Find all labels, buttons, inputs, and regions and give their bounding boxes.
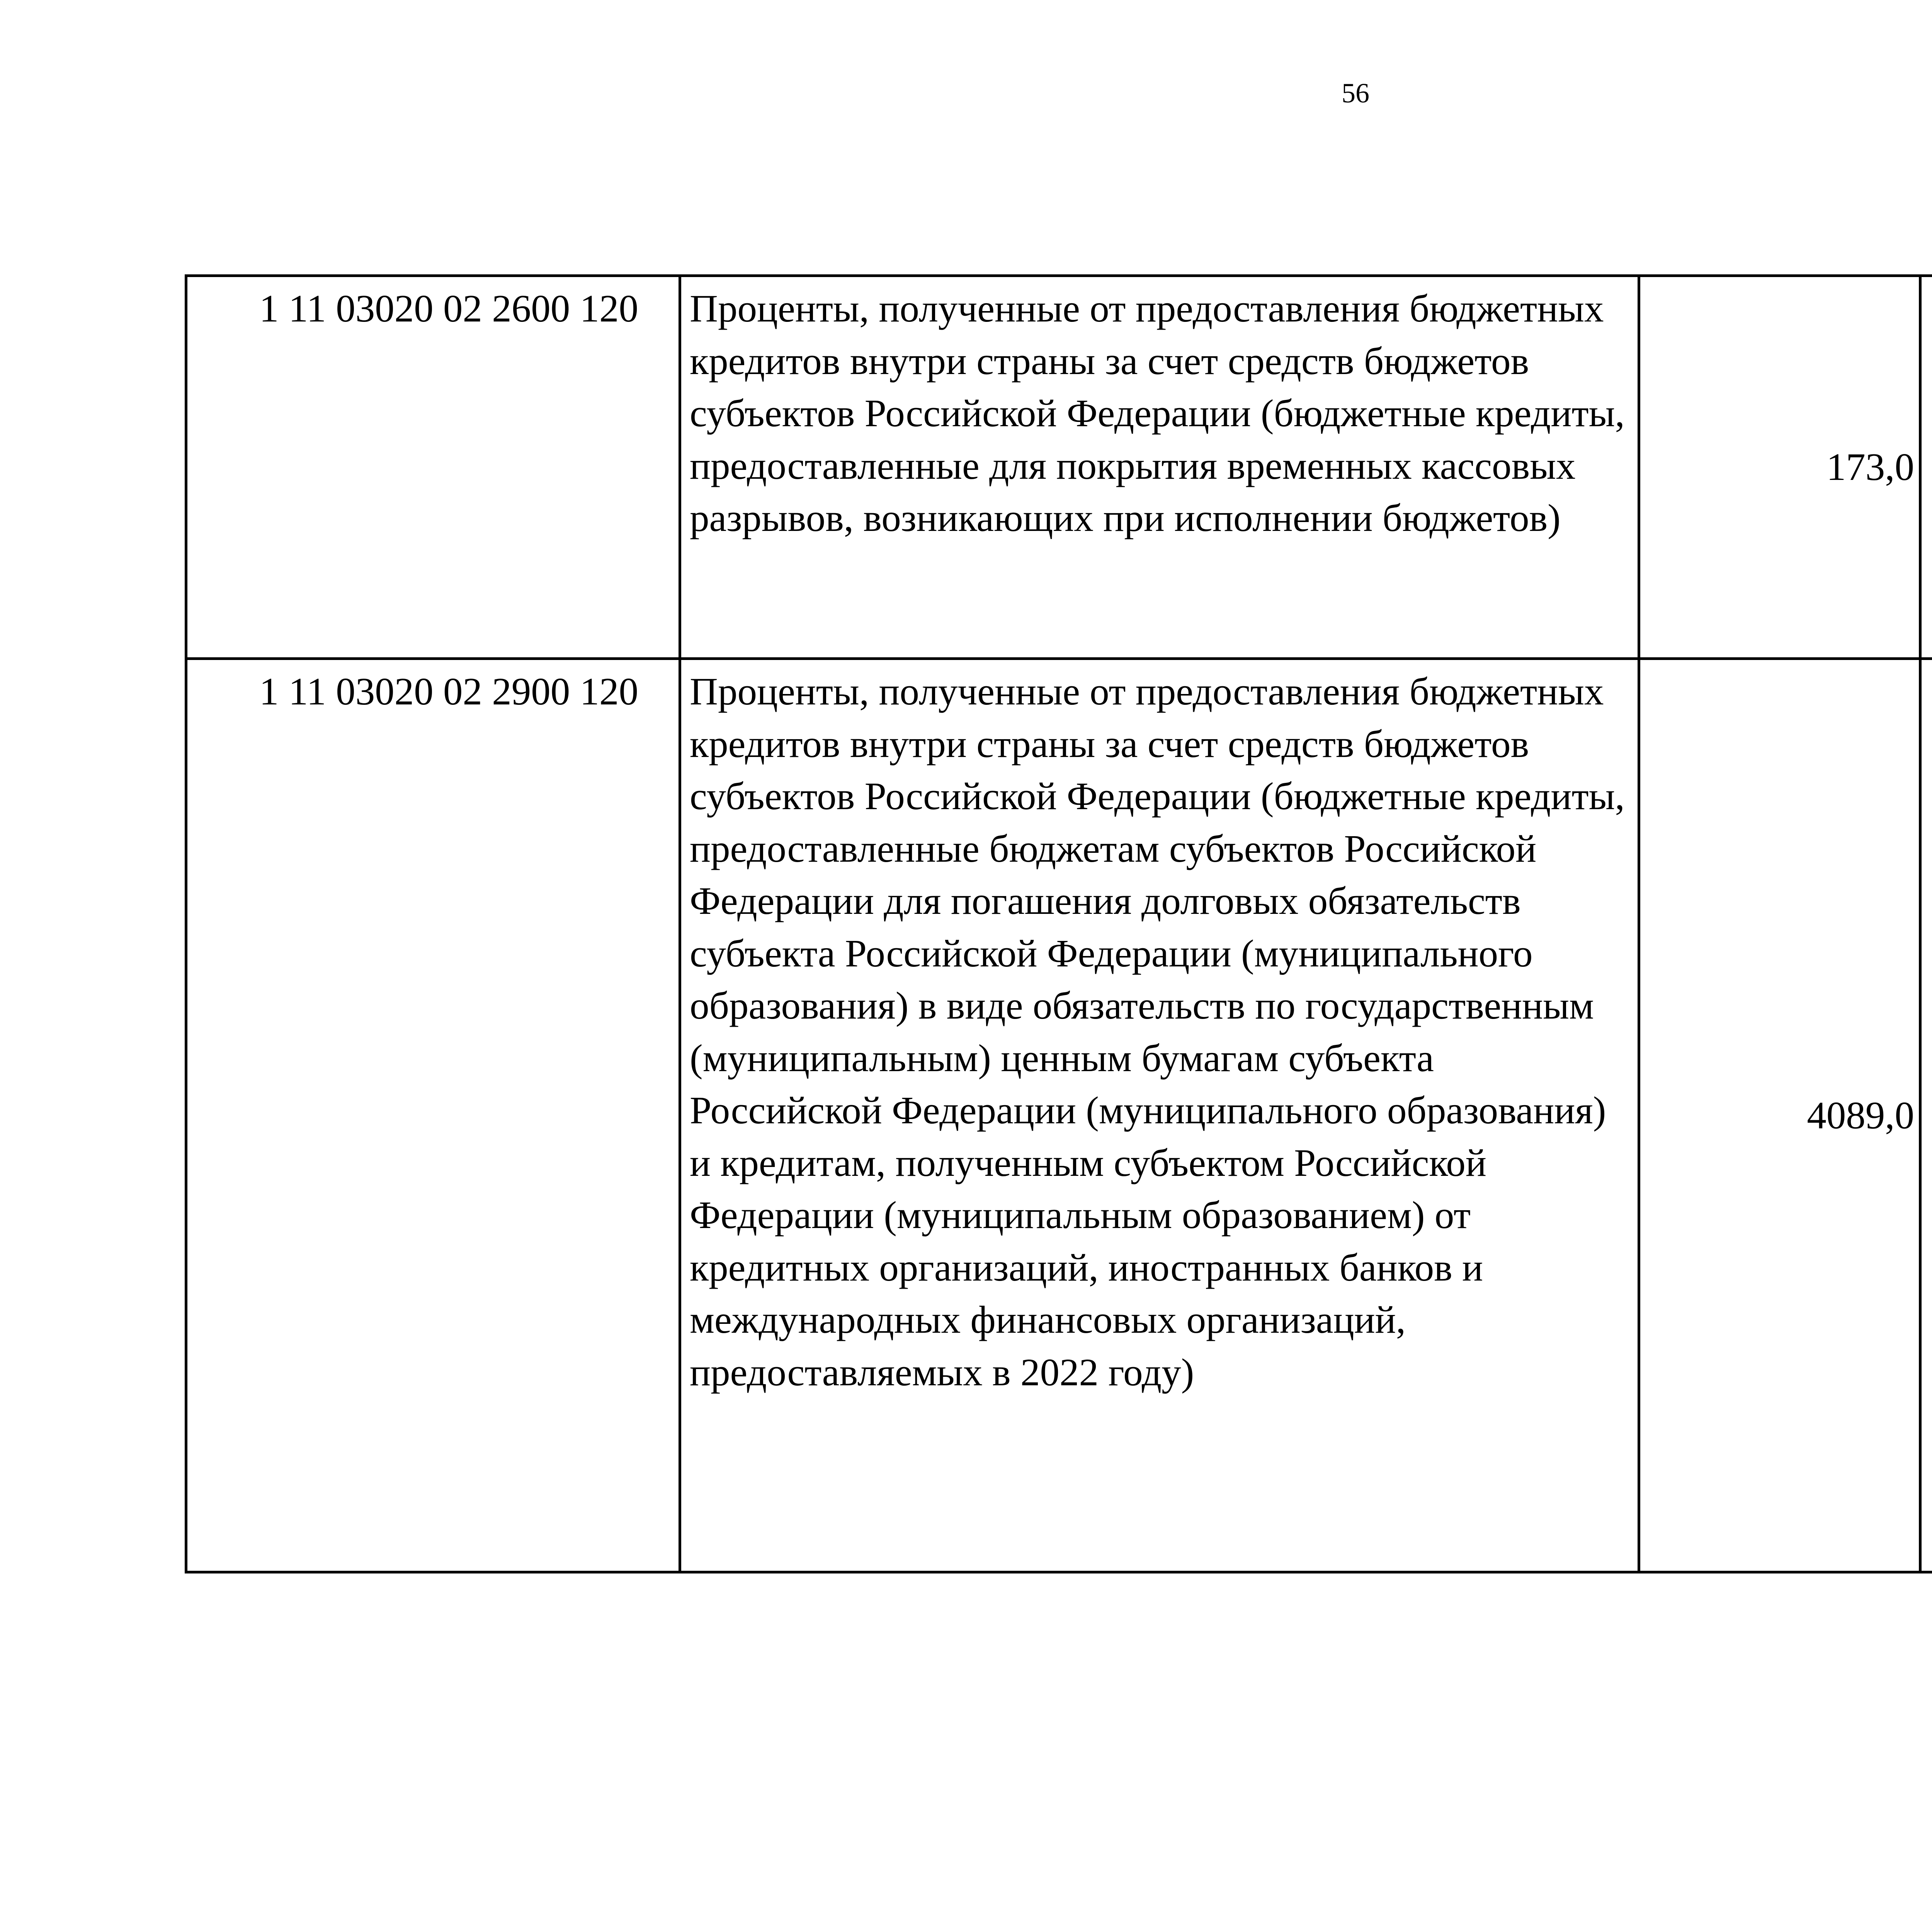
budget-code-cell [186, 659, 680, 1572]
description-cell [680, 276, 1639, 659]
revenue-description: Проценты, полученные от предоставления бюджетных кредитов внутри страны за счет средств бюджетов субъектов Российской Федерации (бюджетные кредиты, предоставленные бюджетам субъектов Российской Федерации для погашения долговых обязательств субъекта Российской Федерации (муниципального образования) в виде обязательств по государственным (муниципальным) ценным бумагам субъекта Российской Федерации (муниципального образования) и кредитам, полученным субъектом Российской Федерации (муниципальным образованием) от кредитных организаций, иностранных банков и международных финансовых организаций, предоставляемых в 2022 году) [690, 670, 1625, 1394]
page-number: 56 [1342, 78, 1369, 109]
revenue-description: Проценты, полученные от предоставления бюджетных кредитов внутри страны за счет средств бюджетов субъектов Российской Федерации (бюджетные кредиты, предоставленные для покрытия временных кассовых разрывов, возникающих при исполнении бюджетов) [690, 287, 1625, 539]
amount-value: 173,0 [1826, 445, 1914, 489]
budget-code: 1 11 03020 02 2900 120 [259, 670, 638, 713]
amount-value: 4089,0 [1807, 1093, 1914, 1137]
budget-revenue-table [185, 274, 1932, 1573]
amount-value [1922, 441, 1932, 493]
amount-cell [1639, 659, 1920, 1572]
amount-cell [1920, 659, 1932, 1572]
table-row [186, 276, 1932, 659]
budget-code: 1 11 03020 02 2600 120 [259, 287, 638, 330]
budget-code-cell [186, 276, 680, 659]
description-cell [680, 659, 1639, 1572]
amount-value [1922, 1089, 1932, 1142]
amount-cell [1639, 276, 1920, 659]
table-row [186, 659, 1932, 1572]
amount-cell [1920, 276, 1932, 659]
